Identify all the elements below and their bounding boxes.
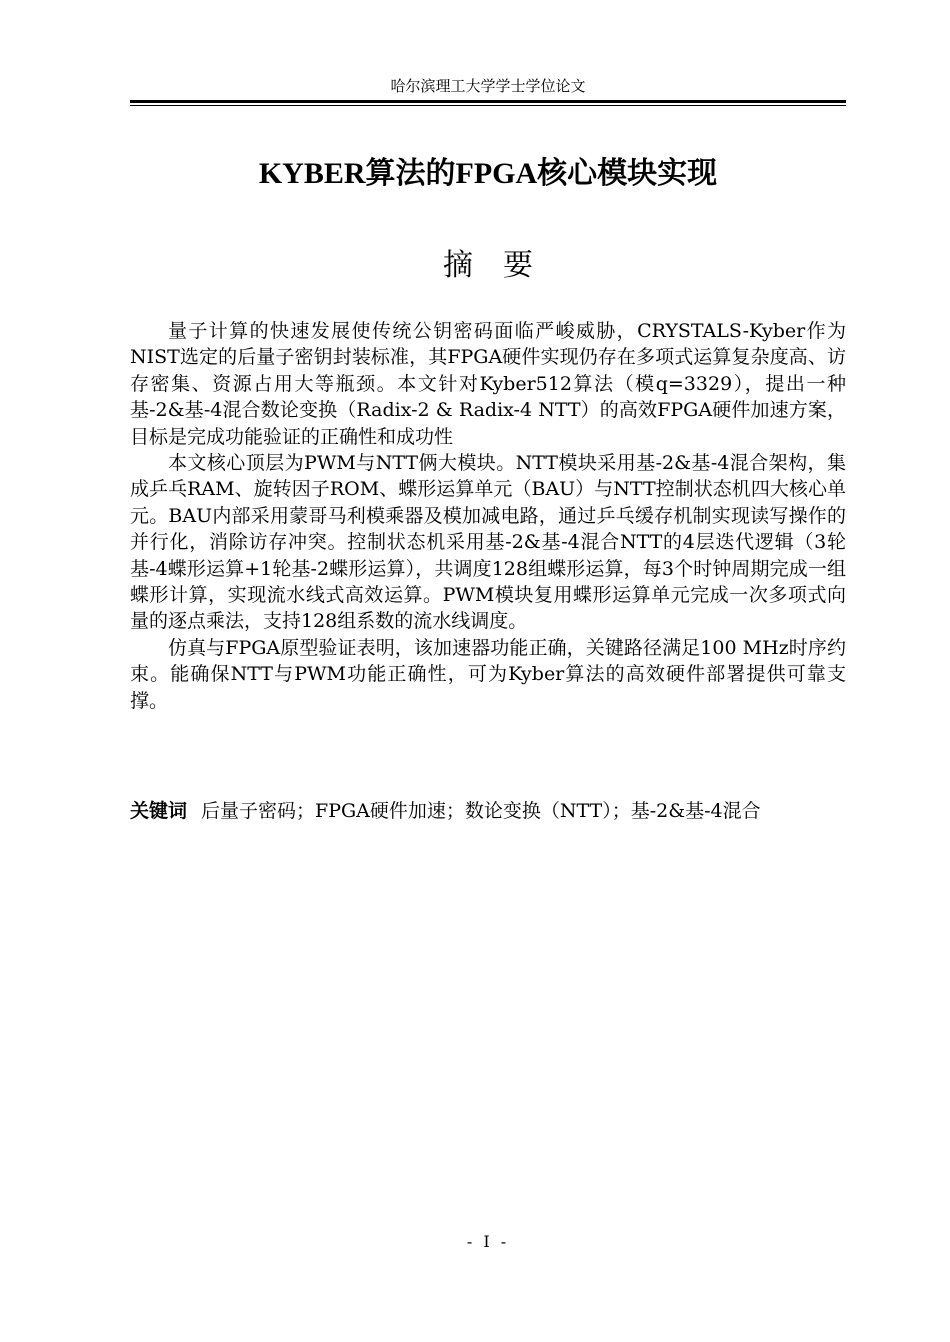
abstract-body <box>130 318 846 714</box>
abstract-paragraph-3: 仿真与FPGA原型验证表明，该加速器功能正确，关键路径满足100 MHz时序约束。能确保NTT与PWM功能正确性，可为Kyber算法的高效硬件部署提供可靠支撑。 <box>130 636 846 712</box>
keywords-text: 后量子密码；FPGA硬件加速；数论变换（NTT）；基-2&基-4混合 <box>201 800 761 822</box>
abstract-heading: 摘要 <box>443 248 563 283</box>
page-number: - I - <box>466 1232 510 1251</box>
abstract-paragraph-2: 本文核心顶层为PWM与NTT俩大模块。NTT模块采用基-2&基-4混合架构，集成乒乓RAM、旋转因子ROM、蝶形运算单元（BAU）与NTT控制状态机四大核心单元。BAU内部采用蒙哥马利模乘器及模加减电路，通过乒乓缓存机制实现读写操作的并行化，消除访存冲突。控制状态机采用基-2&基-4混合NTT的4层迭代逻辑（3轮基-4蝶形运算+1轮基-2蝶形运算），共调度128组蝶形运算，每3个时钟周期完成一组蝶形计算，实现流水线式高效运算。PWM模块复用蝶形运算单元完成一次多项式向量的逐点乘法，支持128组系数的流水线调度。 <box>130 452 846 633</box>
abstract-paragraph-1: 量子计算的快速发展使传统公钥密码面临严峻威胁，CRYSTALS-Kyber作为NIST选定的后量子密钥封装标准，其FPGA硬件实现仍存在多项式运算复杂度高、访存密集、资源占用大等瓶颈。本文针对Kyber512算法（模q=3329），提出一种基-2&基-4混合数论变换（Radix-2 & Radix-4 NTT）的高效FPGA硬件加速方案，目标是完成功能验证的正确性和成功性 <box>130 320 846 448</box>
keywords-label: 关键词 <box>130 800 188 822</box>
running-header: 哈尔滨理工大学学士学位论文 <box>390 77 586 95</box>
header-rule-thin <box>130 105 846 106</box>
header-rule-thick <box>130 100 846 103</box>
keywords-block <box>130 798 846 824</box>
paper-title: KYBER算法的FPGA核心模块实现 <box>258 157 718 190</box>
